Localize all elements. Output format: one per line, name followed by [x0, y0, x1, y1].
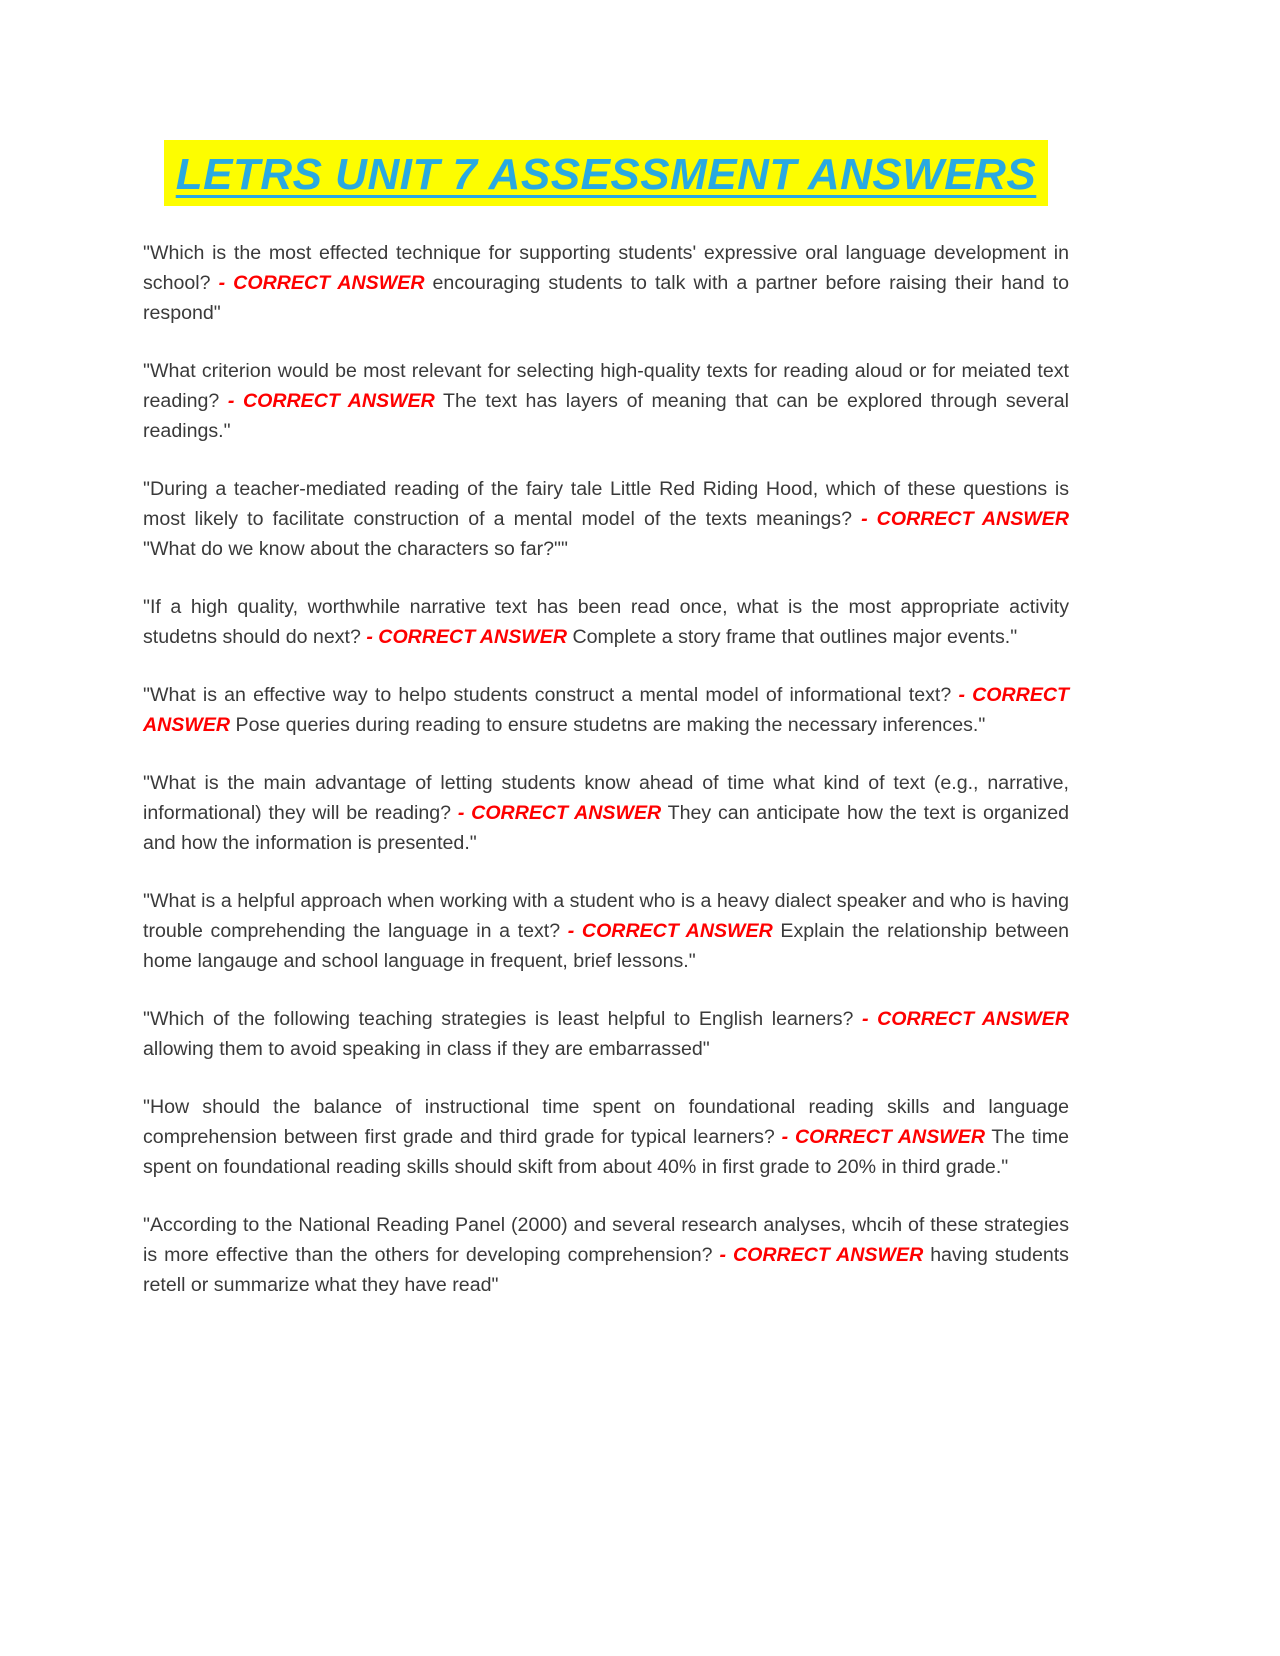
- answer-text: Explain the relationship between home langauge and school language in frequent, brief lessons.": [143, 920, 1070, 972]
- question-text: "What criterion would be most relevant for selecting high-quality texts for reading aloud or for meiated text reading?: [143, 360, 1069, 412]
- qa-paragraph: [143, 356, 1069, 446]
- correct-answer-marker: - CORRECT ANSWER: [457, 802, 662, 824]
- correct-answer-marker: - CORRECT ANSWER: [143, 684, 1070, 736]
- document-content: [143, 140, 1069, 1328]
- answer-text: Pose queries during reading to ensure studetns are making the necessary inferences.": [235, 714, 986, 736]
- answer-text: The text has layers of meaning that can be explored through several readings.": [143, 390, 1069, 442]
- correct-answer-marker: - CORRECT ANSWER: [227, 390, 435, 412]
- qa-paragraph: [143, 886, 1069, 976]
- qa-paragraph: [143, 1004, 1069, 1064]
- answer-text: "What do we know about the characters so far?"": [143, 538, 568, 560]
- question-text: "What is a helpful approach when working with a student who is a heavy dialect speaker and who is having trouble comprehending the language in a text?: [143, 890, 1069, 942]
- correct-answer-marker: - CORRECT ANSWER: [366, 626, 567, 648]
- question-text: "During a teacher-mediated reading of the fairy tale Little Red Riding Hood, which of these questions is most likely to facilitate construction of a mental model of the texts meanings?: [143, 478, 1069, 530]
- correct-answer-marker: - CORRECT ANSWER: [861, 508, 1069, 530]
- answer-text: having students retell or summarize what they have read": [143, 1244, 1069, 1296]
- qa-list: [143, 238, 1069, 1300]
- question-text: "What is the main advantage of letting students know ahead of time what kind of text (e.g., narrative, informational) they will be reading?: [143, 772, 1069, 824]
- question-text: "If a high quality, worthwhile narrative text has been read once, what is the most appropriate activity studetns should do next?: [143, 596, 1069, 648]
- answer-text: Complete a story frame that outlines major events.": [572, 626, 1018, 648]
- correct-answer-marker: - CORRECT ANSWER: [218, 272, 425, 294]
- answer-text: encouraging students to talk with a partner before raising their hand to respond": [143, 272, 1069, 324]
- qa-paragraph: [143, 474, 1069, 564]
- correct-answer-marker: - CORRECT ANSWER: [862, 1008, 1069, 1030]
- answer-text: The time spent on foundational reading skills should skift from about 40% in first grade to 20% in third grade.": [143, 1126, 1069, 1178]
- answer-text: They can anticipate how the text is organized and how the information is presented.": [143, 802, 1070, 854]
- question-text: "Which of the following teaching strategies is least helpful to English learners?: [143, 1008, 854, 1030]
- qa-paragraph: [143, 680, 1069, 740]
- question-text: "According to the National Reading Panel (2000) and several research analyses, whcih of these strategies is more effective than the others for developing comprehension?: [143, 1214, 1069, 1266]
- correct-answer-marker: - CORRECT ANSWER: [781, 1126, 985, 1148]
- answer-text: allowing them to avoid speaking in class if they are embarrassed": [143, 1038, 710, 1060]
- qa-paragraph: [143, 238, 1069, 328]
- qa-paragraph: [143, 1210, 1069, 1300]
- question-text: "Which is the most effected technique for supporting students' expressive oral language development in school?: [143, 242, 1069, 294]
- correct-answer-marker: - CORRECT ANSWER: [567, 920, 773, 942]
- title-row: [143, 140, 1069, 206]
- qa-paragraph: [143, 1092, 1069, 1182]
- correct-answer-marker: - CORRECT ANSWER: [719, 1244, 924, 1266]
- question-text: "How should the balance of instructional time spent on foundational reading skills and language comprehension between first grade and third grade for typical learners?: [143, 1096, 1069, 1148]
- question-text: "What is an effective way to helpo students construct a mental model of informational text?: [143, 684, 952, 706]
- qa-paragraph: [143, 592, 1069, 652]
- qa-paragraph: [143, 768, 1069, 858]
- document-title: LETRS UNIT 7 ASSESSMENT ANSWERS: [164, 140, 1049, 206]
